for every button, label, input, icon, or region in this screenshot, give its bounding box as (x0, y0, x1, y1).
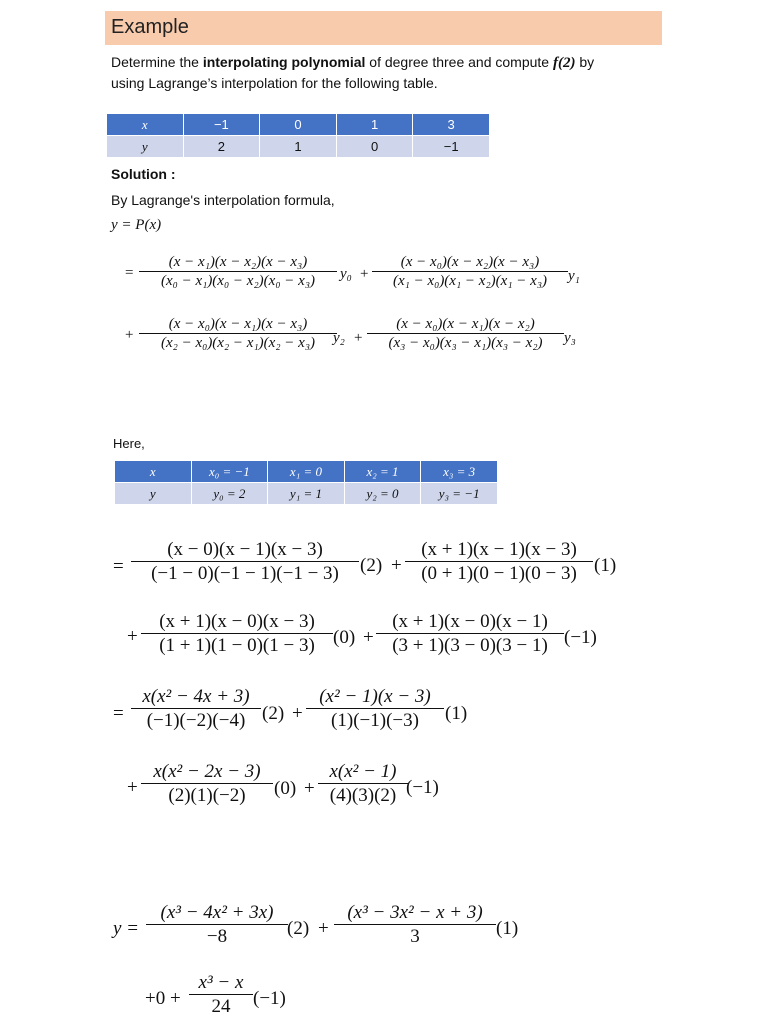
multiplier: (−1) (253, 988, 286, 1009)
fraction-denominator: (x₃ − x₀)(x₃ − x₁)(x₃ − x₂) (367, 333, 564, 352)
table2-cell: x (115, 461, 192, 483)
fraction-denominator: 3 (334, 924, 496, 948)
fraction-denominator: 24 (189, 994, 253, 1018)
plus-sign: + (363, 627, 374, 648)
solution-label: Solution : (111, 166, 176, 182)
zero-plus: +0 + (145, 988, 181, 1009)
table2-cell: y₀ = 2 (191, 483, 268, 505)
data-table-2 (114, 460, 498, 505)
intro-text-1: Determine the (111, 54, 203, 70)
table1-cell: 0 (336, 136, 413, 158)
equals-sign: = (113, 556, 124, 577)
fraction-numerator: (x³ − 4x² + 3x) (160, 902, 274, 923)
fraction-numerator: (x − 0)(x − 1)(x − 3) (167, 539, 323, 560)
fraction-denominator: (4)(3)(2) (318, 783, 408, 807)
multiplier-y1: y₁ (568, 268, 580, 284)
example-title: Example (111, 16, 189, 38)
fraction-denominator: (x₂ − x₀)(x₂ − x₁)(x₂ − x₃) (139, 333, 337, 352)
fraction-numerator: (x + 1)(x − 0)(x − 3) (159, 611, 315, 632)
multiplier: (−1) (406, 777, 439, 798)
table2-row-x (115, 461, 498, 483)
table1-row-x (107, 114, 490, 136)
step1-term-d (376, 611, 564, 657)
example-header-bar (105, 11, 662, 45)
here-label: Here, (113, 436, 145, 451)
general-term-2 (372, 254, 568, 290)
table2-cell: y₁ = 1 (268, 483, 345, 505)
fraction-numerator: (x − x₀)(x − x₂)(x − x₃) (400, 254, 540, 270)
fraction-denominator: (x₀ − x₁)(x₀ − x₂)(x₀ − x₃) (139, 271, 337, 290)
table2-cell: x₂ = 1 (344, 461, 421, 483)
plus-sign: + (127, 777, 138, 798)
multiplier: (2) (360, 555, 383, 576)
general-term-3 (139, 316, 337, 352)
y-equals: y = (113, 918, 140, 939)
step2-term-d (318, 761, 408, 807)
table2-cell: y₃ = −1 (421, 483, 498, 505)
plus-sign: + (360, 266, 369, 282)
step2-term-c (141, 761, 273, 807)
step3-term-a (146, 902, 288, 948)
plus-sign: + (391, 555, 402, 576)
fraction-denominator: (0 + 1)(0 − 1)(0 − 3) (405, 561, 593, 585)
multiplier: (0) (274, 778, 297, 799)
table2-cell: x₁ = 0 (268, 461, 345, 483)
step3-term-c (189, 972, 253, 1018)
multiplier: (2) (262, 703, 285, 724)
intro-line-2: using Lagrange’s interpolation for the following table. (111, 75, 438, 91)
multiplier: (−1) (564, 627, 597, 648)
multiplier: (2) (287, 918, 310, 939)
fraction-denominator: (−1)(−2)(−4) (131, 708, 261, 732)
fraction-denominator: (3 + 1)(3 − 0)(3 − 1) (376, 633, 564, 657)
fraction-numerator: (x + 1)(x − 0)(x − 1) (392, 611, 548, 632)
step1-term-b (405, 539, 593, 585)
intro-text-3: by (575, 54, 595, 70)
data-table-1 (106, 113, 490, 158)
plus-sign: + (304, 778, 315, 799)
equals-sign: = (125, 265, 134, 281)
table2-cell: y₂ = 0 (344, 483, 421, 505)
fraction-numerator: (x − x₀)(x − x₁)(x − x₃) (168, 316, 308, 332)
plus-sign: + (292, 703, 303, 724)
multiplier-y3: y₃ (564, 330, 576, 346)
multiplier-y0: y₀ (340, 266, 352, 282)
table1-row-y (107, 136, 490, 158)
fraction-numerator: x(x² − 1) (329, 761, 397, 782)
table1-cell: y (107, 136, 184, 158)
plus-sign: + (127, 626, 138, 647)
table1-cell: x (107, 114, 184, 136)
fraction-numerator: (x − x₁)(x − x₂)(x − x₃) (168, 254, 308, 270)
fraction-numerator: (x + 1)(x − 1)(x − 3) (421, 539, 577, 560)
step2-term-a (131, 686, 261, 732)
step3-term-b (334, 902, 496, 948)
table1-cell: 0 (260, 114, 337, 136)
fraction-denominator: (x₁ − x₀)(x₁ − x₂)(x₁ − x₃) (372, 271, 568, 290)
table1-cell: 1 (336, 114, 413, 136)
multiplier: (1) (594, 555, 617, 576)
multiplier: (0) (333, 627, 356, 648)
problem-statement (111, 52, 671, 93)
multiplier-y2: y₂ (333, 330, 345, 346)
table2-row-y (115, 483, 498, 505)
fraction-denominator: (1)(−1)(−3) (306, 708, 444, 732)
fraction-denominator: −8 (146, 924, 288, 948)
fraction-numerator: x³ − x (198, 972, 244, 993)
fraction-numerator: x(x² − 2x − 3) (153, 761, 261, 782)
multiplier: (1) (445, 703, 468, 724)
fraction-denominator: (2)(1)(−2) (141, 783, 273, 807)
general-term-1 (139, 254, 337, 290)
intro-bold-term: interpolating polynomial (202, 54, 366, 70)
intro-text-2: of degree three and compute (365, 54, 553, 70)
step2-term-b (306, 686, 444, 732)
plus-sign: + (318, 918, 329, 939)
table1-cell: −1 (413, 136, 490, 158)
fraction-denominator: (−1 − 0)(−1 − 1)(−1 − 3) (131, 561, 359, 585)
formula-intro: By Lagrange's interpolation formula, (111, 192, 335, 208)
fraction-numerator: (x³ − 3x² − x + 3) (347, 902, 483, 923)
equals-sign: = (113, 703, 124, 724)
plus-sign: + (354, 330, 363, 346)
y-equals-p: y = P(x) (111, 217, 162, 233)
multiplier: (1) (496, 918, 519, 939)
fraction-numerator: (x − x₀)(x − x₁)(x − x₂) (396, 316, 535, 332)
table2-cell: y (115, 483, 192, 505)
fraction-numerator: (x² − 1)(x − 3) (319, 686, 431, 707)
table2-cell: x₀ = −1 (191, 461, 268, 483)
table2-cell: x₃ = 3 (421, 461, 498, 483)
table1-cell: 3 (413, 114, 490, 136)
table1-cell: −1 (183, 114, 260, 136)
intro-fexpr: f(2) (552, 55, 576, 71)
step1-term-a (131, 539, 359, 585)
table1-cell: 2 (183, 136, 260, 158)
fraction-numerator: x(x² − 4x + 3) (142, 686, 250, 707)
step1-term-c (141, 611, 333, 657)
general-term-4 (367, 316, 564, 352)
table1-cell: 1 (260, 136, 337, 158)
plus-sign: + (125, 327, 134, 343)
fraction-denominator: (1 + 1)(1 − 0)(1 − 3) (141, 633, 333, 657)
